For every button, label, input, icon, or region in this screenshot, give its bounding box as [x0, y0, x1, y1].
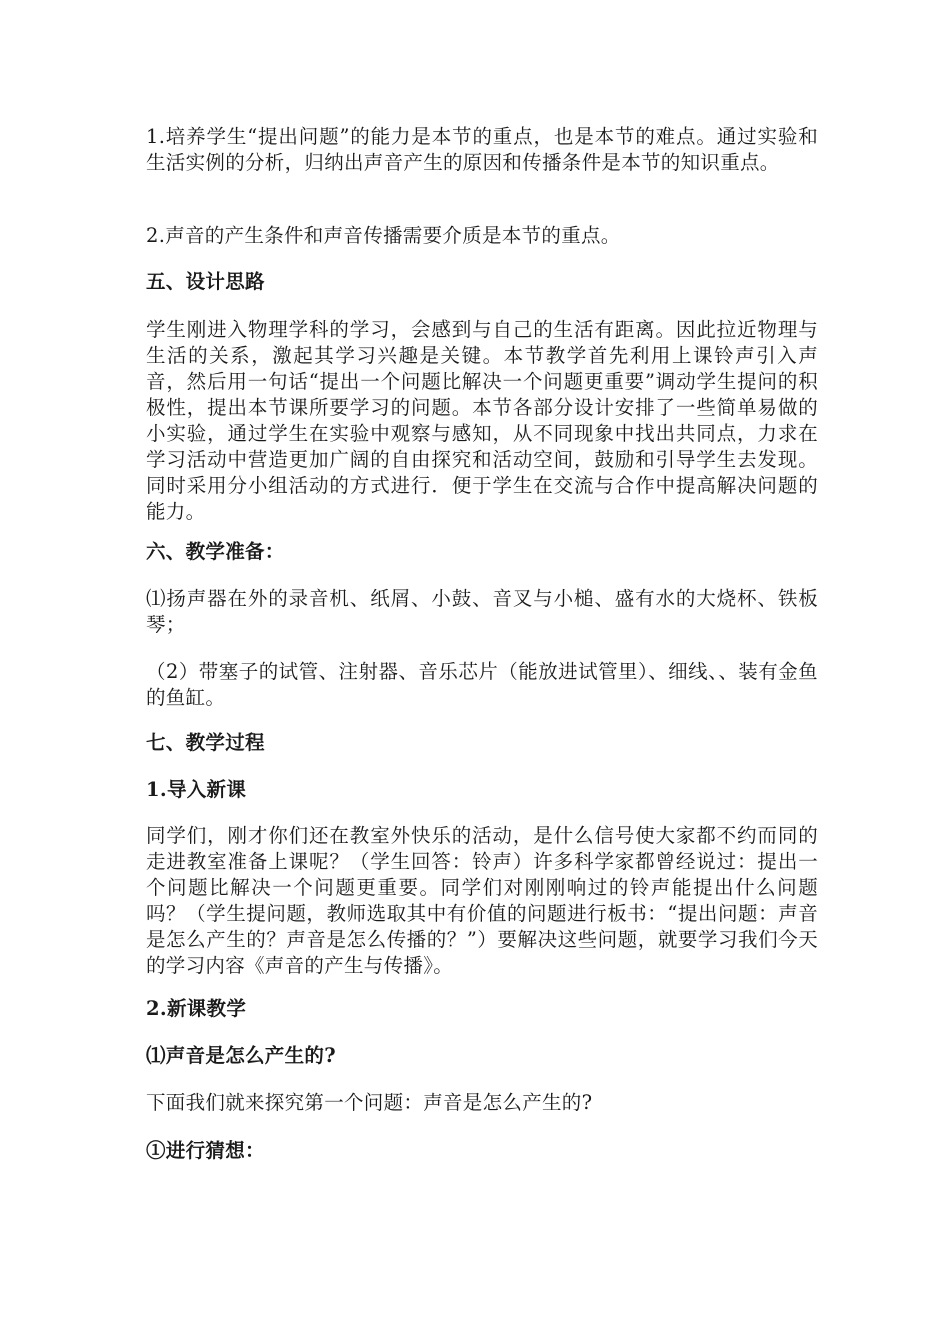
paragraph-materials-1: ⑴扬声器在外的录音机、纸屑、小鼓、音叉与小槌、盛有水的大烧杯、铁板琴； [146, 587, 818, 636]
paragraph-design-approach: 学生刚进入物理学科的学习，会感到与自己的生活有距离。因此拉近物理与生活的关系，激起其学习兴趣是关键。本节教学首先利用上课铃声引入声音，然后用一句话“提出一个问题比解决一个问题更重要”调动学生提问的积极性，提出本节课所要学习的问题。本节各部分设计安排了一些简单易做的小实验，通过学生在实验中观察与感知，从不同现象中找出共同点，力求在学习活动中营造更加广阔的自由探究和活动空间，鼓励和引导学生去发现。同时采用分小组活动的方式进行．便于学生在交流与合作中提高解决问题的能力。 [146, 318, 818, 523]
heading-teaching-preparation: 六、教学准备： [146, 540, 285, 563]
heading-introduce-lesson: 1.导入新课 [146, 778, 247, 801]
heading-teaching-process: 七、教学过程 [146, 731, 265, 754]
paragraph-materials-2: （2）带塞子的试管、注射器、音乐芯片（能放进试管里）、细线、、装有金鱼的鱼缸。 [146, 660, 818, 709]
paragraph-introduction: 同学们，刚才你们还在教室外快乐的活动，是什么信号使大家都不约而同的走进教室准备上课呢？（学生回答：铃声）许多科学家都曾经说过：提出一个问题比解决一个问题更重要。同学们对刚刚响过的铃声能提出什么问题吗？（学生提问题，教师选取其中有价值的问题进行板书：“提出问题：声音是怎么产生的？声音是怎么传播的？”）要解决这些问题，就要学习我们今天的学习内容《声音的产生与传播》。 [146, 824, 818, 977]
heading-make-guess: ①进行猜想： [146, 1139, 265, 1162]
paragraph-first-question: 下面我们就来探究第一个问题：声音是怎么产生的? [146, 1091, 593, 1114]
heading-new-lesson: 2.新课教学 [146, 997, 247, 1020]
heading-how-sound-produced: ⑴声音是怎么产生的? [146, 1044, 336, 1067]
heading-design-approach: 五、设计思路 [146, 270, 265, 293]
paragraph-key-points-2: 2.声音的产生条件和声音传播需要介质是本节的重点。 [146, 224, 621, 247]
paragraph-key-points-1: 1.培养学生“提出问题”的能力是本节的重点，也是本节的难点。通过实验和生活实例的分析，归纳出声音产生的原因和传播条件是本节的知识重点。 [146, 125, 818, 174]
